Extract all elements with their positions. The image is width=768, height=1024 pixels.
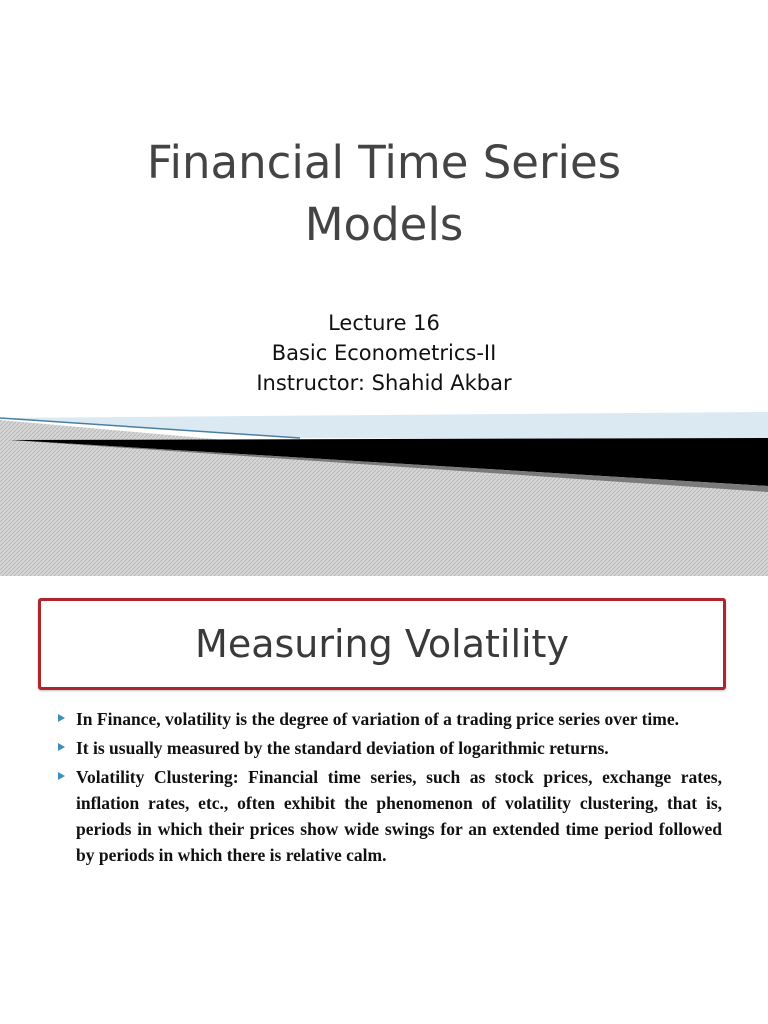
heading-box <box>38 598 726 690</box>
slide-title-line-2: Models <box>304 198 464 251</box>
subtitle-instructor: Instructor: Shahid Akbar <box>256 371 512 395</box>
bullet-item <box>58 706 722 732</box>
subtitle-course: Basic Econometrics-II <box>271 341 497 365</box>
slide-title-line-1: Financial Time Series <box>146 136 622 189</box>
slide-heading: Measuring Volatility <box>195 622 569 666</box>
bullet-list <box>58 706 722 871</box>
bullet-text: Volatility Clustering: Financial time series, such as stock prices, exchange rates, inflation rates, etc., often exhibit the phenomenon of volatility clustering, that is, periods in which their prices show wide swings for an extended time period followed by periods in which there is relative calm. <box>76 767 722 865</box>
subtitle-lecture: Lecture 16 <box>328 311 440 335</box>
triangle-right-icon <box>58 743 65 751</box>
triangle-right-icon <box>58 714 65 722</box>
bullet-item <box>58 735 722 761</box>
slide-title <box>0 132 768 256</box>
bullet-text: In Finance, volatility is the degree of variation of a trading price series over time. <box>76 709 679 729</box>
triangle-right-icon <box>58 772 65 780</box>
content-slide <box>0 586 768 1024</box>
bullet-text: It is usually measured by the standard deviation of logarithmic returns. <box>76 738 609 758</box>
bullet-item <box>58 764 722 868</box>
slide-subtitle <box>0 308 768 398</box>
decorative-band <box>0 410 768 576</box>
